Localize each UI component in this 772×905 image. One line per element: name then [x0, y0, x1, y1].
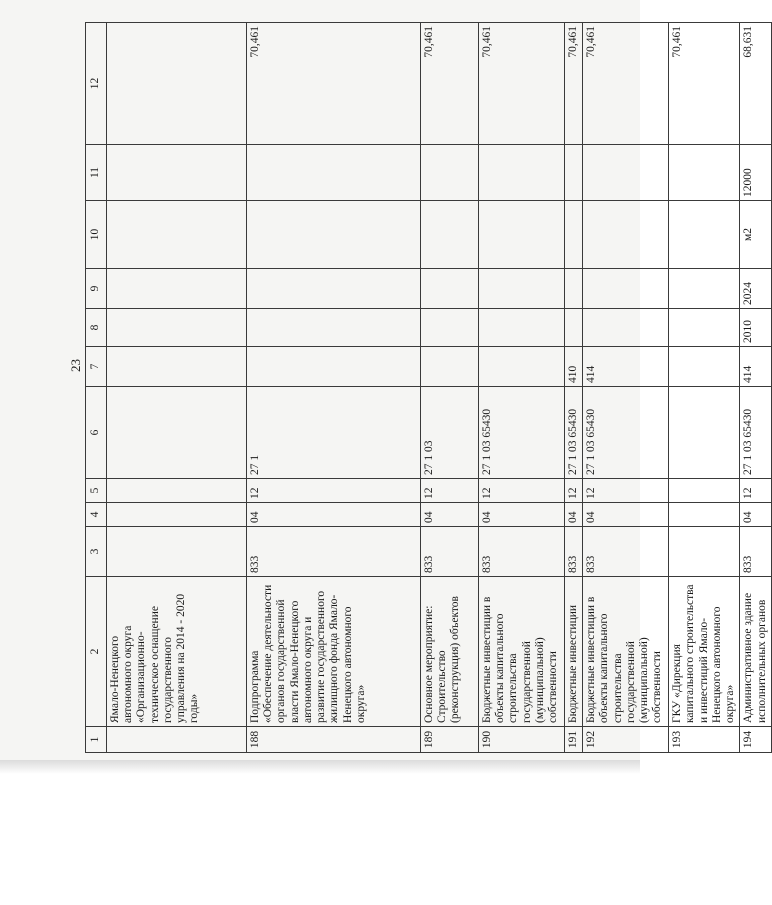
- target-article-cell: 27 1 03: [421, 387, 479, 479]
- rotated-table-container: [85, 23, 768, 753]
- amount-cell: 70,461: [247, 23, 421, 145]
- row-number-cell: 188: [247, 727, 421, 753]
- header-cell: 10: [86, 201, 107, 269]
- section-cell: 04: [583, 503, 669, 527]
- expense-type-cell: [421, 347, 479, 387]
- name-cell: Бюджетные инвестиции в объекты капитального строительства государственной (муниципальной) собственности: [583, 577, 669, 727]
- subsection-cell: [107, 479, 247, 503]
- name-cell: Ямало-Ненецкого автономного округа «Организационно-техническое оснащение государственного управления на 2014 - 2020 годы»: [107, 577, 247, 727]
- code-cell: [107, 527, 247, 577]
- section-cell: 04: [421, 503, 479, 527]
- unit-cell: [247, 201, 421, 269]
- unit-cell: м2: [740, 201, 772, 269]
- name-cell: Административное здание исполнительных органов: [740, 577, 772, 727]
- code-cell: 833: [740, 527, 772, 577]
- amount-cell: 70,461: [583, 23, 669, 145]
- start-year-cell: [107, 309, 247, 347]
- expense-type-cell: 414: [583, 347, 669, 387]
- capacity-cell: [107, 145, 247, 201]
- code-cell: 833: [247, 527, 421, 577]
- start-year-cell: [669, 309, 740, 347]
- name-cell: Основное мероприятие: Строительство (реконструкция) объектов: [421, 577, 479, 727]
- subsection-cell: [669, 479, 740, 503]
- subsection-cell: 12: [740, 479, 772, 503]
- page-edge-shadow: [0, 760, 640, 774]
- table-row: [740, 23, 772, 753]
- page-number: 23: [68, 359, 83, 372]
- start-year-cell: [247, 309, 421, 347]
- end-year-cell: 2024: [740, 269, 772, 309]
- header-cell: 9: [86, 269, 107, 309]
- end-year-cell: [583, 269, 669, 309]
- unit-cell: [583, 201, 669, 269]
- code-cell: 833: [479, 527, 565, 577]
- header-cell: 3: [86, 527, 107, 577]
- table-row: [479, 23, 565, 753]
- start-year-cell: [421, 309, 479, 347]
- section-cell: 04: [479, 503, 565, 527]
- row-number-cell: [107, 727, 247, 753]
- table-row: [669, 23, 740, 753]
- section-cell: [669, 503, 740, 527]
- subsection-cell: 12: [583, 479, 669, 503]
- name-cell: Бюджетные инвестиции в объекты капитального строительства государственной (муниципальной) собственности: [479, 577, 565, 727]
- end-year-cell: [421, 269, 479, 309]
- expense-type-cell: 410: [565, 347, 583, 387]
- header-cell: 2: [86, 577, 107, 727]
- start-year-cell: [565, 309, 583, 347]
- expense-type-cell: [247, 347, 421, 387]
- capacity-cell: [247, 145, 421, 201]
- end-year-cell: [669, 269, 740, 309]
- unit-cell: [107, 201, 247, 269]
- target-article-cell: 27 1 03 65430: [479, 387, 565, 479]
- target-article-cell: 27 1 03 65430: [740, 387, 772, 479]
- row-number-cell: 190: [479, 727, 565, 753]
- amount-cell: 70,461: [565, 23, 583, 145]
- start-year-cell: [583, 309, 669, 347]
- code-cell: 833: [421, 527, 479, 577]
- end-year-cell: [247, 269, 421, 309]
- header-cell: 11: [86, 145, 107, 201]
- row-number-cell: 194: [740, 727, 772, 753]
- subsection-cell: 12: [565, 479, 583, 503]
- name-cell: Подпрограмма «Обеспечение деятельности органов государственной власти Ямало-Ненецкого автономного округа и развитие государственного жилищного фонда Ямало-Ненецкого автономного округа»: [247, 577, 421, 727]
- unit-cell: [479, 201, 565, 269]
- table-row: [247, 23, 421, 753]
- table-row: [583, 23, 669, 753]
- unit-cell: [565, 201, 583, 269]
- capacity-cell: [565, 145, 583, 201]
- header-cell: 1: [86, 727, 107, 753]
- name-cell: Бюджетные инвестиции: [565, 577, 583, 727]
- header-cell: 8: [86, 309, 107, 347]
- row-number-cell: 193: [669, 727, 740, 753]
- row-number-cell: 189: [421, 727, 479, 753]
- budget-table: [85, 22, 772, 753]
- row-number-cell: 191: [565, 727, 583, 753]
- code-cell: [669, 527, 740, 577]
- expense-type-cell: [479, 347, 565, 387]
- header-cell: 5: [86, 479, 107, 503]
- section-cell: [107, 503, 247, 527]
- expense-type-cell: [669, 347, 740, 387]
- table-row: [421, 23, 479, 753]
- table-row: [107, 23, 247, 753]
- subsection-cell: 12: [479, 479, 565, 503]
- code-cell: 833: [565, 527, 583, 577]
- amount-cell: 68,631: [740, 23, 772, 145]
- target-article-cell: [669, 387, 740, 479]
- target-article-cell: 27 1: [247, 387, 421, 479]
- amount-cell: [107, 23, 247, 145]
- end-year-cell: [107, 269, 247, 309]
- header-cell: 7: [86, 347, 107, 387]
- header-row: [86, 23, 107, 753]
- table-row: [565, 23, 583, 753]
- target-article-cell: 27 1 03 65430: [583, 387, 669, 479]
- capacity-cell: [421, 145, 479, 201]
- amount-cell: 70,461: [669, 23, 740, 145]
- section-cell: 04: [740, 503, 772, 527]
- amount-cell: 70,461: [479, 23, 565, 145]
- header-cell: 4: [86, 503, 107, 527]
- name-cell: ГКУ «Дирекция капитального строительства и инвестиций Ямало-Ненецкого автономного округа»: [669, 577, 740, 727]
- expense-type-cell: 414: [740, 347, 772, 387]
- expense-type-cell: [107, 347, 247, 387]
- unit-cell: [669, 201, 740, 269]
- capacity-cell: [479, 145, 565, 201]
- subsection-cell: 12: [247, 479, 421, 503]
- target-article-cell: 27 1 03 65430: [565, 387, 583, 479]
- row-number-cell: 192: [583, 727, 669, 753]
- end-year-cell: [565, 269, 583, 309]
- unit-cell: [421, 201, 479, 269]
- target-article-cell: [107, 387, 247, 479]
- start-year-cell: [479, 309, 565, 347]
- end-year-cell: [479, 269, 565, 309]
- section-cell: 04: [247, 503, 421, 527]
- header-cell: 6: [86, 387, 107, 479]
- amount-cell: 70,461: [421, 23, 479, 145]
- subsection-cell: 12: [421, 479, 479, 503]
- capacity-cell: [583, 145, 669, 201]
- capacity-cell: [669, 145, 740, 201]
- code-cell: 833: [583, 527, 669, 577]
- header-cell: 12: [86, 23, 107, 145]
- start-year-cell: 2010: [740, 309, 772, 347]
- capacity-cell: 12000: [740, 145, 772, 201]
- section-cell: 04: [565, 503, 583, 527]
